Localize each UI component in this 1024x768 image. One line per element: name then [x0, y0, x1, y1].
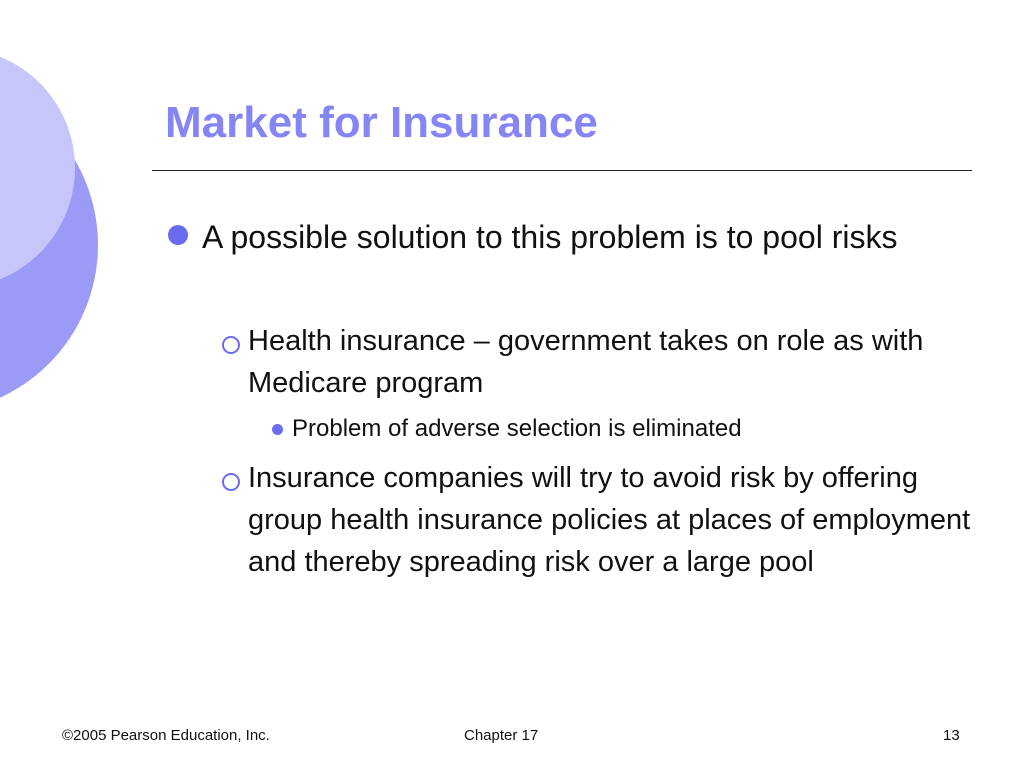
footer-copyright: ©2005 Pearson Education, Inc. [62, 727, 270, 744]
title-divider [152, 170, 972, 171]
bullet-level2-health: Health insurance – government takes on role as with Medicare program [248, 325, 924, 399]
bullet-ring-icon [222, 473, 240, 491]
bullet-level1: A possible solution to this problem is to pool risks [202, 219, 898, 255]
bullet-ring-icon [222, 336, 240, 354]
footer-chapter: Chapter 17 [464, 727, 539, 744]
slide-title: Market for Insurance [165, 98, 598, 147]
bullet-dot-icon [168, 225, 188, 245]
bullet-small-dot-icon [272, 424, 283, 435]
footer-page-number: 13 [943, 727, 960, 744]
decorative-circles [0, 0, 160, 420]
bullet-level2-companies: Insurance companies will try to avoid risk by offering group health insurance policies at places of employment and thereby spreading risk over a large pool [248, 462, 971, 578]
bullet-level3-adverse: Problem of adverse selection is eliminated [292, 415, 742, 442]
